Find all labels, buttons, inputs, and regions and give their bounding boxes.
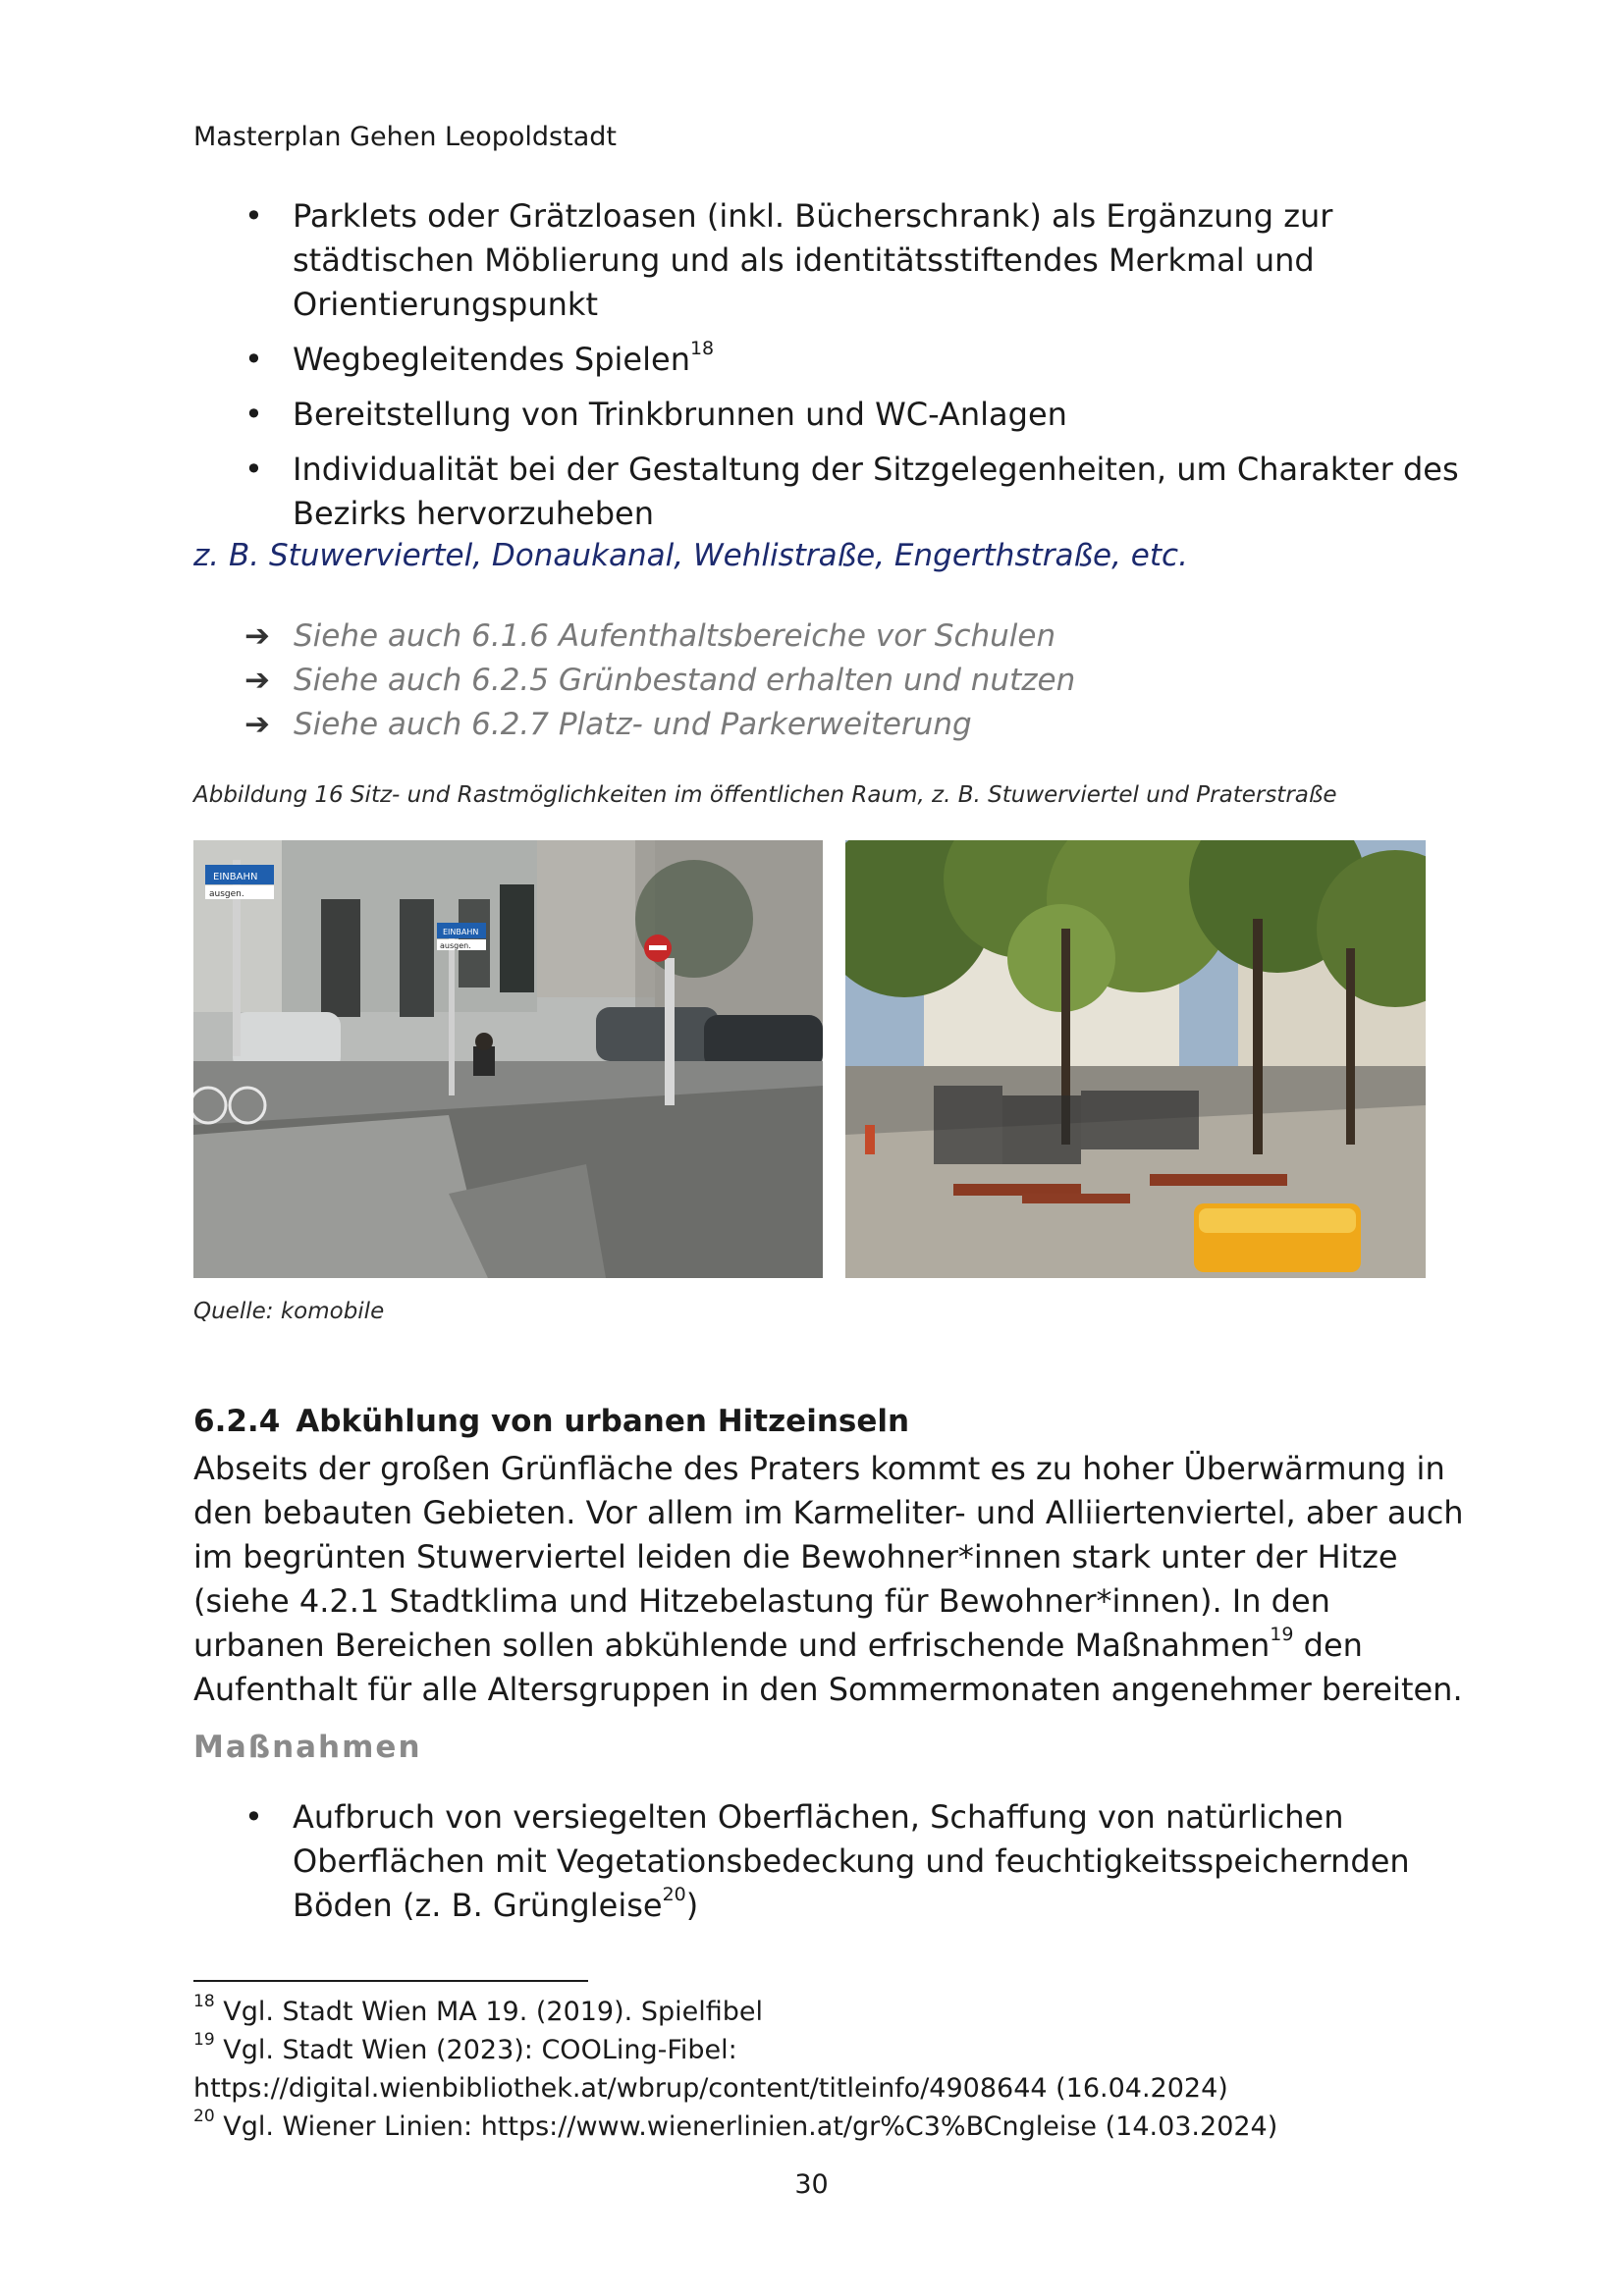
footnote: $^{20}$ Vgl. Wiener Linien: https://www.wienerlinien.at/gr%C3%BCngleise (14.03.2024) (193, 2107, 1278, 2142)
figure-source: Quelle: komobile (193, 1299, 385, 1324)
see-also-list (244, 614, 1075, 747)
photo-praterstrasse (845, 840, 1426, 1278)
section-heading (193, 1404, 909, 1439)
bullet-icon: • (244, 451, 263, 488)
arrow-right-icon: ➔ (244, 618, 270, 654)
footnote-ref[interactable]: 20 (662, 1884, 686, 1906)
measures-list (193, 1795, 1460, 1939)
list-item: • Wegbegleitendes Spielen$^{18}$ (193, 338, 1460, 382)
sign-text: ausgen. (440, 941, 471, 950)
see-also-item[interactable]: ➔ Siehe auch 6.2.5 Grünbestand erhalten und nutzen (244, 659, 1075, 703)
list-item: • Parklets oder Grätzloasen (inkl. Bücherschrank) als Ergänzung zur städtischen Möblierung und als identitätsstiftendes Merkmal und Orientierungspunkt (193, 194, 1460, 327)
example-line: z. B. Stuwerviertel, Donaukanal, Wehlistraße, Engerthstraße, etc. (193, 538, 1188, 573)
list-item: • Aufbruch von versiegelten Oberflächen, Schaffung von natürlichen Oberflächen mit Vegetationsbedeckung und feuchtigkeitsspeichernden Böden (z. B. Grüngleise$^{20}$) (193, 1795, 1460, 1928)
bullet-icon: • (244, 1798, 263, 1836)
list-item: • Individualität bei der Gestaltung der Sitzgelegenheiten, um Charakter des Bezirks hervorzuheben (193, 448, 1460, 536)
page-number: 30 (794, 2169, 829, 2200)
arrow-right-icon: ➔ (244, 663, 270, 698)
bullet-icon: • (244, 396, 263, 433)
bullet-icon: • (244, 197, 263, 235)
section-paragraph: Abseits der großen Grünfläche des Praters kommt es zu hoher Überwärmung in den bebauten Gebieten. Vor allem im Karmeliter- und Alliiertenviertel, aber auch im begrünten Stuwerviertel leiden die Bewohner*innen stark unter der Hitze (siehe 4.2.1 Stadtklima und Hitzebelastung für Bewohner*innen). In den urbanen Bereichen sollen abkühlende und erfrischende Maßnahmen$^{19}$ den Aufenthalt für alle Altersgruppen in den Sommermonaten angenehmer bereiten. (193, 1450, 1464, 1708)
bullet-icon: • (244, 341, 263, 378)
list-item: • Bereitstellung von Trinkbrunnen und WC-Anlagen (193, 393, 1460, 437)
section-title: Abkühlung von urbanen Hitzeinseln (296, 1404, 910, 1439)
measures-heading: Maßnahmen (193, 1730, 422, 1765)
see-also-item[interactable]: ➔ Siehe auch 6.1.6 Aufenthaltsbereiche vor Schulen (244, 614, 1075, 659)
section-number: 6.2.4 (193, 1404, 281, 1439)
top-bullet-list (193, 194, 1460, 547)
footnote: $^{19}$ Vgl. Stadt Wien (2023): COOLing-Fibel: (193, 2030, 737, 2065)
footnote-ref[interactable]: 18 (689, 338, 715, 360)
sign-text: EINBAHN (443, 928, 479, 936)
sign-text: EINBAHN (213, 872, 258, 882)
page-header: Masterplan Gehen Leopoldstadt (193, 122, 617, 152)
footnote: $^{18}$ Vgl. Stadt Wien MA 19. (2019). Spielfibel (193, 1992, 763, 2027)
sign-text: ausgen. (209, 889, 244, 899)
footnotes (193, 1993, 1470, 2146)
see-also-item[interactable]: ➔ Siehe auch 6.2.7 Platz- und Parkerweiterung (244, 703, 1075, 747)
footnote-ref[interactable]: 19 (1270, 1624, 1294, 1646)
arrow-right-icon: ➔ (244, 707, 270, 742)
footnote-url[interactable]: https://digital.wienbibliothek.at/wbrup/content/titleinfo/4908644 (16.04.2024) (193, 2073, 1228, 2104)
footnote-divider (193, 1980, 588, 1982)
photo-stuwerviertel (193, 840, 823, 1278)
figure-caption: Abbildung 16 Sitz- und Rastmöglichkeiten im öffentlichen Raum, z. B. Stuwerviertel und Praterstraße (193, 782, 1337, 808)
photo-praterstrasse-image (845, 840, 1426, 1278)
photo-stuwerviertel-image (193, 840, 823, 1278)
